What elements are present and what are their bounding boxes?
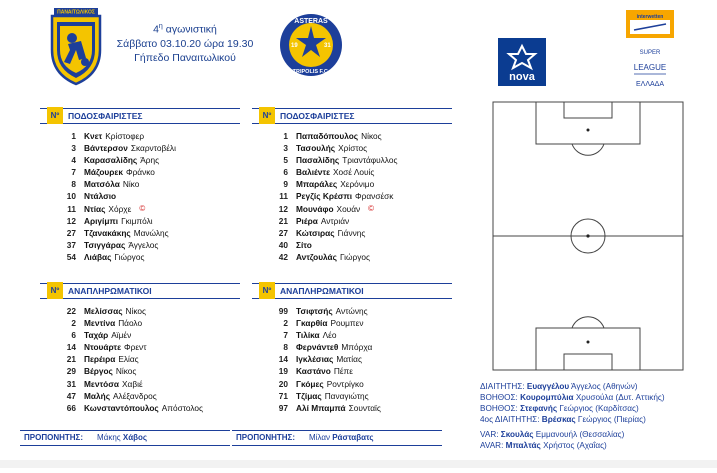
football-pitch-diagram [492, 101, 684, 371]
player-first-name: Τριαντάφυλλος [342, 155, 398, 166]
player-surname: Γκόμες [296, 378, 324, 389]
player-first-name: Κρίστοφερ [105, 131, 145, 141]
player-first-name: Σκαρντοβέλι [130, 143, 176, 154]
player-row [40, 178, 240, 190]
away-players-header [252, 108, 452, 124]
player-surname: Κώτσιρας [296, 227, 335, 238]
away-coach [232, 430, 442, 446]
home-subs [40, 283, 240, 414]
player-surname: Ντίας [84, 203, 106, 214]
player-first-name: Χουάν [336, 203, 361, 214]
player-number: 31 [66, 378, 76, 389]
player-first-name: Γιάννης [337, 227, 366, 238]
player-first-name: Αντριάν [320, 215, 350, 226]
player-first-name: Χρίστος [338, 143, 368, 154]
home-subs-list [40, 305, 240, 414]
player-first-name: Ρουμπεν [330, 318, 364, 329]
match-round: $4^\eta$ αγωνιστική [153, 23, 217, 36]
player-surname: Μαλής [84, 390, 111, 401]
player-first-name: Λέο [322, 330, 337, 341]
player-row [252, 203, 452, 215]
player-row [252, 130, 452, 142]
player-number: 14 [66, 342, 76, 353]
player-row [252, 305, 452, 317]
player-row [252, 329, 452, 341]
player-surname: Μουνάφο [296, 203, 334, 214]
player-number: 14 [278, 354, 288, 365]
player-number: 9 [283, 179, 288, 190]
player-row [40, 341, 240, 353]
player-row [252, 166, 452, 178]
player-number: 20 [278, 378, 288, 389]
official-row [480, 403, 665, 414]
player-row [40, 378, 240, 390]
player-row [252, 390, 452, 402]
official-role: VAR: [480, 430, 501, 439]
player-first-name: Χερόνιμο [340, 179, 375, 190]
svg-text:LEAGUE: LEAGUE [633, 63, 667, 72]
player-number: 7 [283, 330, 288, 341]
coach-label: ΠΡΟΠΟΝΗΤΗΣ: [24, 433, 84, 442]
player-number: 99 [278, 306, 288, 316]
official-details: Εμμανουήλ (Θεσσαλίας) [533, 430, 625, 439]
player-row [252, 142, 452, 154]
number-badge: Nº [47, 282, 63, 299]
players-heading: ΠΟΔΟΣΦΑΙΡΙΣΤΕΣ [280, 111, 355, 121]
player-row [40, 390, 240, 402]
player-first-name: Άρης [140, 155, 160, 166]
player-row [40, 251, 240, 263]
player-number: 22 [66, 306, 76, 316]
player-row [252, 402, 452, 414]
player-number: 7 [71, 167, 76, 178]
player-number: 47 [66, 390, 76, 401]
player-number: 71 [278, 390, 288, 401]
player-surname: Ταχάρ [84, 330, 109, 341]
coach-label: ΠΡΟΠΟΝΗΤΗΣ: [236, 433, 296, 442]
coach-first-name: Μάκης [97, 433, 121, 442]
player-number: 37 [66, 239, 76, 250]
player-first-name: Νίκος [115, 366, 137, 377]
player-number: 4 [71, 155, 76, 166]
player-row [252, 190, 452, 202]
official-surname: Ευαγγέλου [526, 382, 570, 391]
player-number: 11 [279, 191, 288, 202]
official-row [480, 429, 665, 440]
player-number: 1 [283, 131, 288, 141]
svg-text:19: 19 [291, 43, 298, 49]
match-datetime: Σάββατο 03.10.20 ώρα 19.30 [116, 37, 254, 50]
official-details: Χρήστος (Αχαΐας) [540, 441, 607, 450]
official-role: ΔΙΑΙΤΗΤΗΣ: [480, 382, 527, 391]
official-surname: Στεφανής [520, 404, 558, 413]
svg-text:31: 31 [324, 43, 331, 49]
svg-text:nova: nova [509, 71, 535, 83]
player-surname: Κνετ [84, 131, 103, 141]
player-surname: Μεντίνα [84, 318, 116, 329]
player-surname: Αλί Μπαμπά [296, 402, 346, 413]
players-heading: ΠΟΔΟΣΦΑΙΡΙΣΤΕΣ [68, 111, 143, 121]
official-row [480, 381, 665, 392]
official-details: Γεώργιος (Καρδίτσας) [557, 404, 639, 413]
player-surname: Βέργος [84, 366, 113, 377]
player-first-name: Παναγιώτης [324, 390, 369, 401]
player-surname: Μελίσσας [84, 306, 123, 316]
svg-text:SUPER: SUPER [639, 50, 661, 56]
player-row [40, 166, 240, 178]
player-number: 2 [283, 318, 288, 329]
away-team-crest [278, 12, 344, 83]
player-number: 3 [71, 143, 76, 154]
player-first-name: Ελίας [118, 354, 139, 365]
player-surname: Φερνάντεθ [296, 342, 339, 353]
player-surname: Πασαλίδης [296, 155, 340, 166]
player-surname: Ρεγζίς Κρέσπι [296, 191, 353, 202]
coach-first-name: Μίλαν [309, 433, 330, 442]
player-surname: Βάντερσον [84, 143, 128, 154]
official-row [480, 440, 665, 451]
number-badge: Nº [47, 107, 63, 124]
player-row [252, 317, 452, 329]
player-number: 5 [283, 155, 288, 166]
player-surname: Μεντόσα [84, 378, 120, 389]
subs-heading: ΑΝΑΠΛΗΡΩΜΑΤΙΚΟΙ [68, 286, 152, 296]
player-number: 21 [66, 354, 76, 365]
home-team-crest [48, 6, 104, 91]
player-number: 6 [71, 330, 76, 341]
player-surname: Τασουλής [296, 143, 336, 154]
official-details: Χρυσούλα (Δυτ. Αττικής) [573, 393, 665, 402]
super-league-logo [626, 10, 674, 100]
player-surname: Τζανακάκης [84, 227, 131, 238]
player-first-name: Φράνκο [125, 167, 155, 178]
player-number: 19 [278, 366, 288, 377]
away-subs-list [252, 305, 452, 414]
player-first-name: Χόρχε [108, 203, 132, 214]
player-row [40, 203, 240, 215]
player-row [40, 227, 240, 239]
official-details: Γεώργιος (Πιερίας) [575, 415, 646, 424]
player-surname: Ματσόλα [84, 179, 120, 190]
official-surname: Μπαλτάς [505, 441, 541, 450]
player-surname: Τζίμας [296, 390, 322, 401]
player-first-name: Γιώργος [114, 251, 145, 262]
svg-text:ΠΑΝΑΙΤΩΛΙΚΟΣ: ΠΑΝΑΙΤΩΛΙΚΟΣ [57, 9, 95, 16]
captain-icon: © [368, 203, 375, 213]
player-row [40, 130, 240, 142]
player-first-name: Χαβιέ [122, 378, 143, 389]
player-row [252, 251, 452, 263]
official-row [480, 414, 665, 425]
home-coach [20, 430, 230, 446]
player-row [40, 215, 240, 227]
player-row [252, 178, 452, 190]
player-number: 27 [66, 227, 76, 238]
official-surname: Κουρομπύλια [520, 393, 574, 402]
player-row [40, 317, 240, 329]
match-info [110, 20, 260, 65]
player-surname: Αντζουλάς [296, 251, 337, 262]
player-number: 11 [67, 203, 76, 214]
player-number: 3 [283, 143, 288, 154]
player-row [252, 239, 452, 251]
player-number: 6 [283, 167, 288, 178]
player-first-name: Πέπε [333, 366, 353, 377]
player-first-name: Μανώλης [133, 227, 169, 238]
player-first-name: Απόστολος [161, 402, 203, 413]
number-badge: Nº [259, 282, 275, 299]
away-lineup [252, 108, 452, 263]
player-row [40, 239, 240, 251]
svg-text:interwetten: interwetten [636, 14, 664, 20]
player-number: 66 [66, 402, 76, 413]
player-surname: Βαλιέντε [296, 167, 331, 178]
player-surname: Λιάβας [84, 251, 112, 262]
official-role: 4ος ΔΙΑΙΤΗΤΗΣ: [480, 415, 542, 424]
player-first-name: Νίκο [122, 179, 140, 190]
home-starters-list [40, 130, 240, 263]
player-row [40, 305, 240, 317]
player-surname: Τσιφτσής [296, 306, 333, 316]
player-number: 27 [278, 227, 288, 238]
player-surname: Τιλίκα [296, 330, 320, 341]
official-row [480, 392, 665, 403]
svg-text:ΕΛΛΑΔΑ: ΕΛΛΑΔΑ [635, 81, 665, 88]
player-number: 10 [66, 191, 76, 202]
player-surname: Κωνσταντόπουλος [84, 402, 159, 413]
match-venue: Γήπεδο Παναιτωλικού [134, 51, 236, 64]
number-badge: Nº [259, 107, 275, 124]
player-surname: Καστάνο [296, 366, 331, 377]
player-number: 12 [66, 215, 76, 226]
player-surname: Ριέρα [296, 215, 318, 226]
away-subs-header [252, 283, 452, 299]
player-number: 40 [278, 239, 288, 250]
player-row [252, 341, 452, 353]
player-number: 8 [71, 179, 76, 190]
player-first-name: Νίκος [361, 131, 382, 141]
official-role: ΒΟΗΘΟΣ: [480, 393, 521, 402]
player-surname: Περέιρα [84, 354, 116, 365]
player-number: 42 [278, 251, 288, 262]
player-first-name: Φρεντ [124, 342, 147, 353]
player-number: 97 [278, 402, 288, 413]
player-number: 29 [66, 366, 76, 377]
player-first-name: Αλέξανδρος [113, 390, 157, 401]
player-first-name: Πάολο [118, 318, 143, 329]
player-surname: Σίτο [296, 239, 312, 250]
official-details: Άγγελος (Αθηνών) [569, 382, 638, 391]
nova-logo [498, 38, 546, 86]
player-first-name: Σουνταϊς [348, 402, 381, 413]
coach-surname: Ράσταβατς [332, 433, 374, 442]
player-first-name: Χοσέ Λουίς [333, 167, 375, 178]
away-starters-list [252, 130, 452, 263]
player-number: 8 [283, 342, 288, 353]
official-role: ΒΟΗΘΟΣ: [480, 404, 521, 413]
player-row [252, 154, 452, 166]
player-first-name: Μπόρχα [341, 342, 373, 353]
player-surname: Γκαρθία [296, 318, 328, 329]
player-surname: Ιγκλέσιας [296, 354, 334, 365]
player-row [252, 365, 452, 377]
coach-surname: Χάβος [122, 433, 148, 442]
home-subs-header [40, 283, 240, 299]
player-first-name: Αϊμέν [111, 330, 132, 341]
player-surname: Ντουάρτε [84, 342, 122, 353]
player-first-name: Άγγελος [128, 239, 159, 250]
player-number: 1 [71, 131, 76, 141]
player-number: 21 [278, 215, 288, 226]
player-first-name: Ροντρίγκο [326, 378, 364, 389]
svg-text:ASTERAS: ASTERAS [294, 18, 328, 25]
player-row [40, 154, 240, 166]
player-surname: Αριγίμπι [84, 215, 119, 226]
player-first-name: Φρανσέσκ [355, 191, 394, 202]
player-surname: Μπαράλες [296, 179, 338, 190]
official-role: AVAR: [480, 441, 506, 450]
player-row [40, 365, 240, 377]
player-surname: Ντάλσιο [84, 191, 117, 202]
official-surname: Βρέσκας [541, 415, 576, 424]
player-row [252, 353, 452, 365]
player-number: 2 [71, 318, 76, 329]
player-row [252, 378, 452, 390]
page-bottom-strip [0, 455, 717, 463]
player-row [40, 329, 240, 341]
svg-text:TRIPOLIS F.C.: TRIPOLIS F.C. [292, 69, 330, 75]
away-subs [252, 283, 452, 414]
player-row [40, 142, 240, 154]
home-players-header [40, 108, 240, 124]
player-number: 54 [66, 251, 76, 262]
player-surname: Παπαδόπουλος [296, 131, 359, 141]
player-row [40, 190, 240, 202]
player-row [252, 215, 452, 227]
player-row [40, 402, 240, 414]
captain-icon: © [139, 203, 146, 213]
match-officials [480, 381, 665, 451]
player-first-name: Ματίας [336, 354, 362, 365]
player-row [252, 227, 452, 239]
player-first-name: Αντώνης [335, 306, 368, 316]
player-number: 12 [278, 203, 288, 214]
player-surname: Καρασαλίδης [84, 155, 138, 166]
home-lineup [40, 108, 240, 263]
player-surname: Τσιγγάρας [84, 239, 126, 250]
player-first-name: Γκιμπόλι [121, 215, 153, 226]
player-first-name: Νίκος [125, 306, 147, 316]
subs-heading: ΑΝΑΠΛΗΡΩΜΑΤΙΚΟΙ [280, 286, 364, 296]
player-row [40, 353, 240, 365]
official-surname: Σκουλάς [500, 430, 534, 439]
player-surname: Μάζουρεκ [84, 167, 123, 178]
player-first-name: Γιώργος [339, 251, 370, 262]
